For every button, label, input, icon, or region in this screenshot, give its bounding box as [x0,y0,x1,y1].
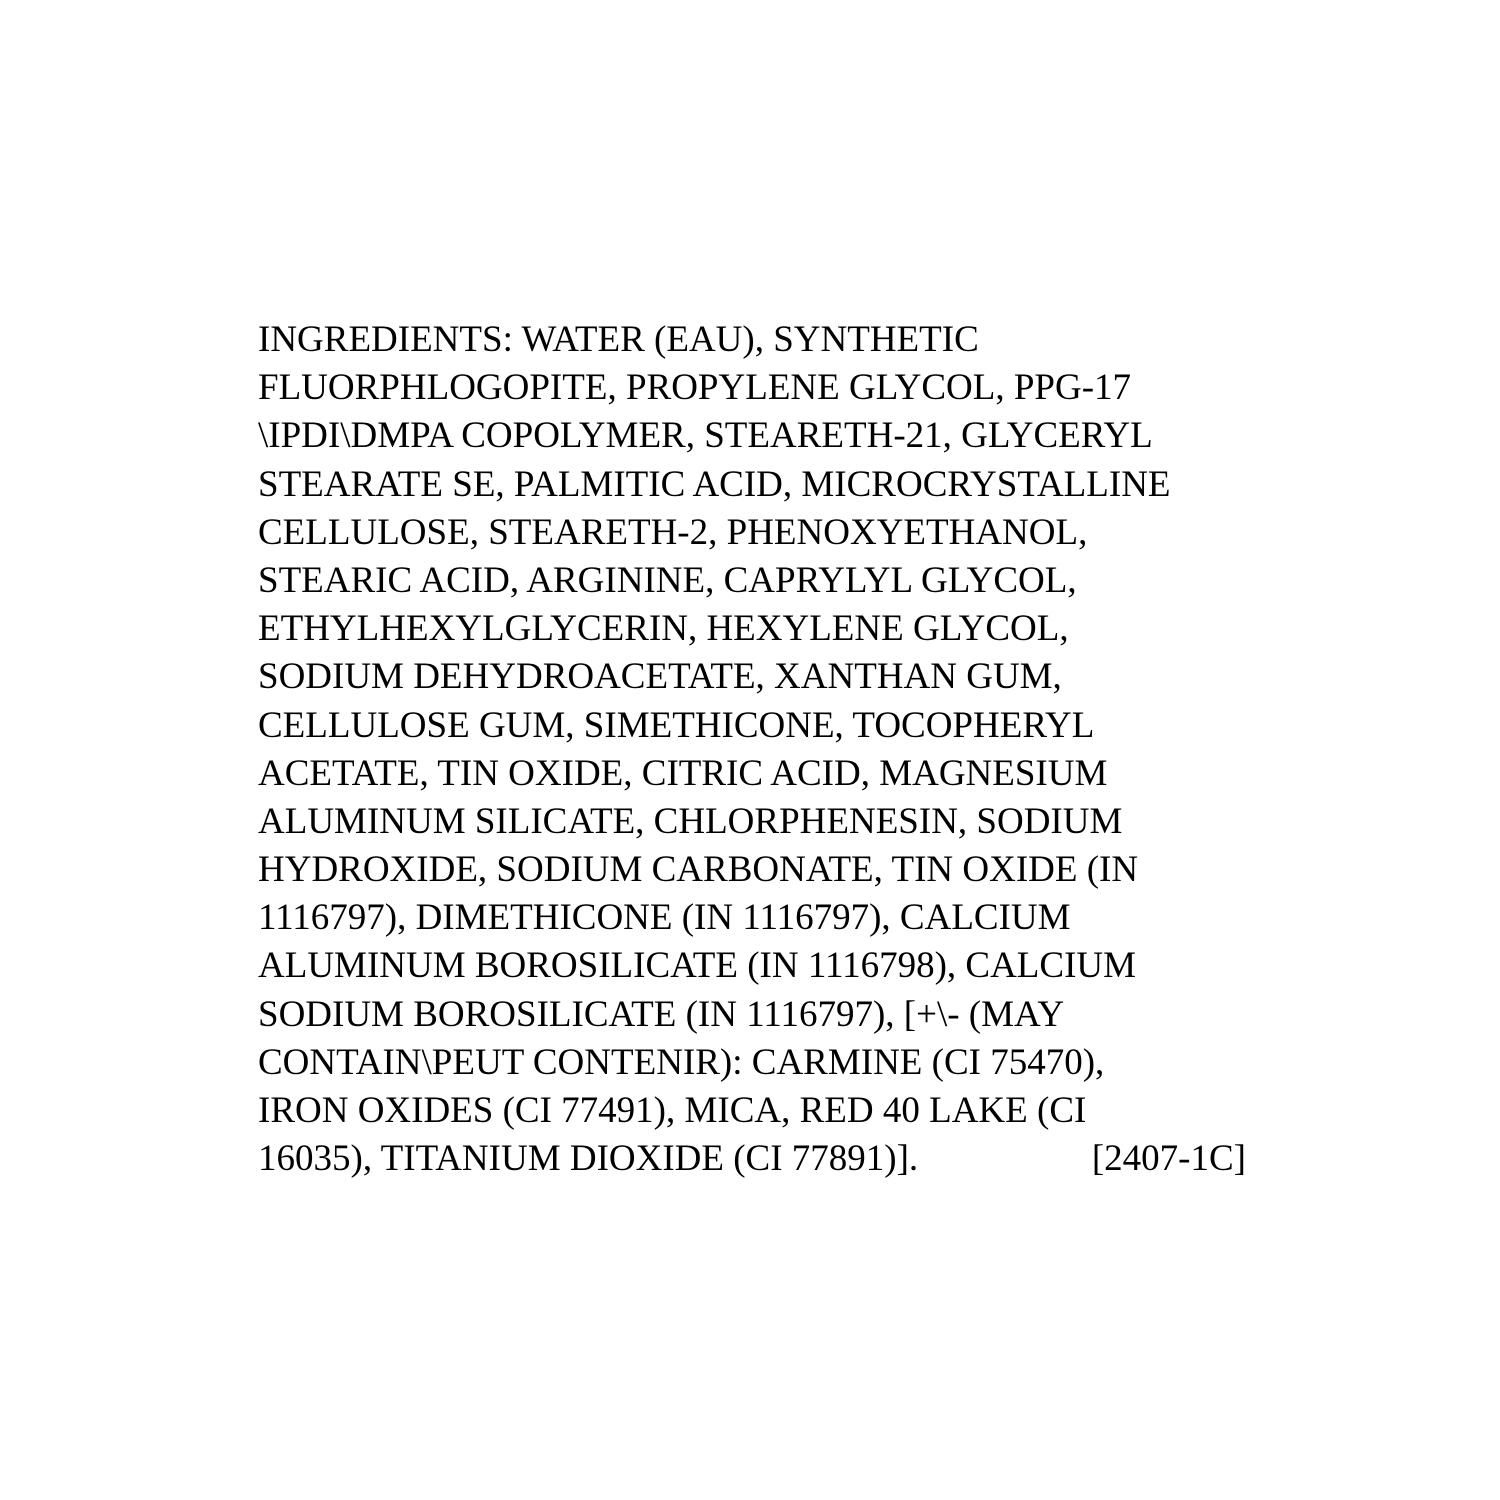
ingredients-line-11: ALUMINUM SILICATE, CHLORPHENESIN, SODIUM [258,800,1123,842]
ingredients-line-8: SODIUM DEHYDROACETATE, XANTHAN GUM, [258,656,1062,698]
ingredients-line-13: 1116797), DIMETHICONE (IN 1116797), CALCIUM [258,897,1071,939]
ingredients-line-1: INGREDIENTS: WATER (EAU), SYNTHETIC [258,319,979,360]
ingredients-final-line [258,1135,1246,1183]
ingredients-line-3: \IPDI\DMPA COPOLYMER, STEARETH-21, GLYCERYL [258,415,1153,457]
ingredients-line-9: CELLULOSE GUM, SIMETHICONE, TOCOPHERYL [258,704,1095,746]
ingredients-line-6: STEARIC ACID, ARGININE, CAPRYLYL GLYCOL, [258,559,1077,601]
ingredients-list [258,316,1258,1183]
product-code: [2407-1C] [1091,1138,1246,1180]
ingredients-line-10: ACETATE, TIN OXIDE, CITRIC ACID, MAGNESIUM [258,752,1108,794]
ingredients-line-15: SODIUM BOROSILICATE (IN 1116797), [+\- (MAY [258,993,1065,1035]
ingredients-line-18: 16035), TITANIUM DIOXIDE (CI 77891)]. [258,1138,919,1180]
ingredients-line-2: FLUORPHLOGOPITE, PROPYLENE GLYCOL, PPG-17 [258,367,1132,409]
ingredients-line-14: ALUMINUM BOROSILICATE (IN 1116798), CALCIUM [258,945,1137,987]
ingredients-line-5: CELLULOSE, STEARETH-2, PHENOXYETHANOL, [258,511,1088,553]
ingredients-line-4: STEARATE SE, PALMITIC ACID, MICROCRYSTALLINE [258,463,1171,505]
ingredients-line-12: HYDROXIDE, SODIUM CARBONATE, TIN OXIDE (IN [258,849,1139,891]
ingredients-line-7: ETHYLHEXYLGLYCERIN, HEXYLENE GLYCOL, [258,608,1069,650]
ingredients-line-17: IRON OXIDES (CI 77491), MICA, RED 40 LAKE (CI [258,1090,1087,1131]
ingredients-line-16: CONTAIN\PEUT CONTENIR): CARMINE (CI 75470), [258,1041,1105,1083]
